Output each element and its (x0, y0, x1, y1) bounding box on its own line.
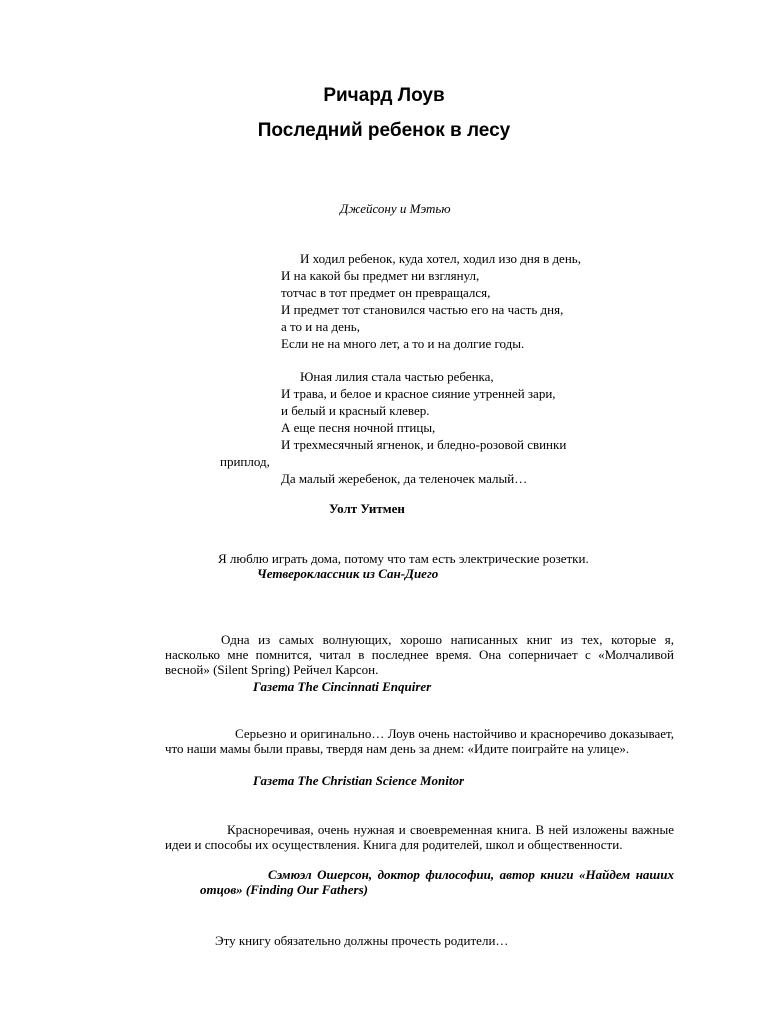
poem-line: Да малый жеребенок, да теленочек малый… (281, 471, 528, 486)
poem-line: Юная лилия стала частью ребенка, (300, 369, 494, 384)
poem-line: Если не на много лет, а то и на долгие годы. (281, 336, 525, 351)
quote-text-content: Красноречивая, очень нужная и своевременная книга. В ней изложены важные идеи и способы их осуществления. Книга для родителей, школ и общественности. (165, 822, 674, 852)
poem-line: приплод, (220, 454, 270, 469)
poem-line: а то и на день, (281, 319, 360, 334)
quote-text: Эту книгу обязательно должны прочесть родители… (215, 933, 509, 948)
quote-source-content: Сэмюэл Ошерсон, доктор философии, автор книги «Найдем наших отцов» (Finding Our Fathers) (200, 867, 674, 897)
dedication: Джейсону и Мэтью (340, 201, 451, 216)
quote-text (165, 822, 674, 852)
quote-text (165, 632, 674, 677)
poem-line: И трава, и белое и красное сияние утренней зари, (281, 386, 556, 401)
quote-source: Газета The Cincinnati Enquirer (253, 679, 432, 694)
quote-source: Газета The Christian Science Monitor (253, 773, 465, 788)
quote-text-content: Одна из самых волнующих, хорошо написанных книг из тех, которые я, насколько мне помнится, читал в последнее время. Она соперничает с «Молчаливой весной» (Silent Spring) Рейчел Карсон. (165, 632, 674, 677)
book-author: Ричард Лоув (323, 85, 445, 106)
quote-source: Четвероклассник из Сан-Диего (257, 566, 439, 581)
quote-source (200, 867, 674, 897)
poem-line: И на какой бы предмет ни взглянул, (281, 268, 480, 283)
poem-line: тотчас в тот предмет он превращался, (281, 285, 491, 300)
quote-text (165, 726, 674, 756)
quote-text-content: Серьезно и оригинально… Лоув очень настойчиво и красноречиво доказывает, что наши мамы были правы, твердя нам день за днем: «Идите поиграйте на улице». (165, 726, 674, 756)
poem-author: Уолт Уитмен (329, 501, 405, 516)
poem-line: И трехмесячный ягненок, и бледно-розовой свинки (281, 437, 567, 452)
poem-line: и белый и красный клевер. (281, 403, 430, 418)
quote-text: Я люблю играть дома, потому что там есть электрические розетки. (218, 551, 589, 566)
poem-line: И ходил ребенок, куда хотел, ходил изо дня в день, (300, 251, 581, 266)
book-title: Последний ребенок в лесу (257, 120, 511, 141)
poem-line: И предмет тот становился частью его на часть дня, (281, 302, 564, 317)
poem-line: А еще песня ночной птицы, (281, 420, 436, 435)
